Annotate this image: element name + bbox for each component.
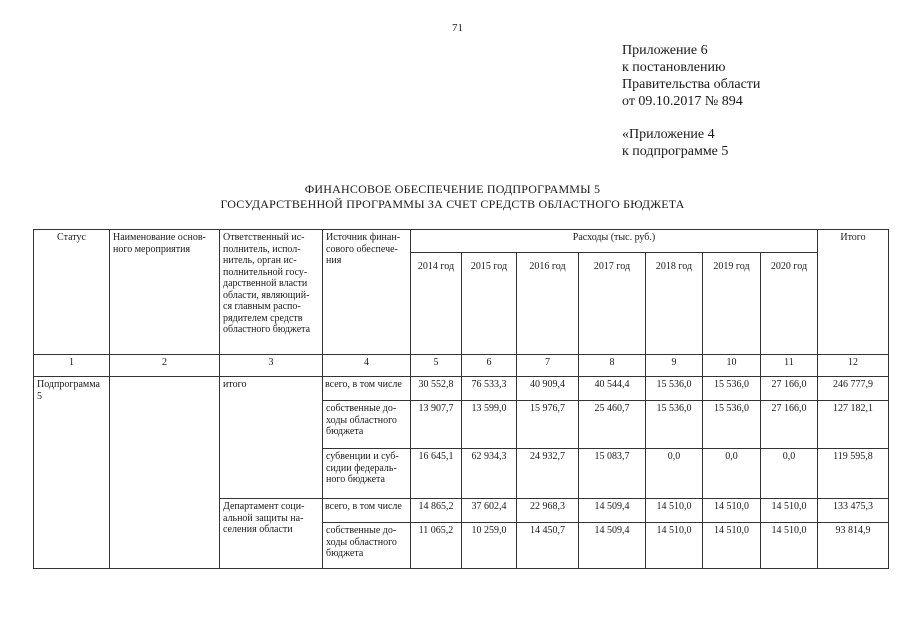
header-activity: Наименование основ- ного мероприятия bbox=[110, 230, 220, 355]
value-cell: 14 510,0 bbox=[646, 499, 703, 523]
value-cell: 40 909,4 bbox=[517, 377, 579, 401]
executor-cell: итого bbox=[220, 377, 323, 499]
value-cell: 14 510,0 bbox=[761, 499, 818, 523]
activity-cell bbox=[110, 377, 220, 569]
appendix-note bbox=[622, 42, 760, 160]
value-cell: 15 536,0 bbox=[703, 401, 761, 449]
value-cell: 14 865,2 bbox=[411, 499, 462, 523]
header-source: Источник финан- сового обеспече- ния bbox=[323, 230, 411, 355]
header-expenses: Расходы (тыс. руб.) bbox=[411, 230, 818, 253]
header-status: Статус bbox=[34, 230, 110, 355]
value-cell: 13 599,0 bbox=[462, 401, 517, 449]
table-row bbox=[34, 377, 889, 401]
value-cell: 14 510,0 bbox=[703, 523, 761, 569]
appendix-line: Правительства области bbox=[622, 77, 761, 92]
source-cell: собственные до- ходы областного бюджета bbox=[323, 401, 411, 449]
column-number: 12 bbox=[818, 355, 889, 377]
value-cell: 13 907,7 bbox=[411, 401, 462, 449]
header-year: 2018 год bbox=[646, 253, 703, 355]
value-cell: 15 536,0 bbox=[646, 401, 703, 449]
source-cell: всего, в том числе bbox=[323, 377, 411, 401]
column-number: 10 bbox=[703, 355, 761, 377]
header-year: 2019 год bbox=[703, 253, 761, 355]
document-title bbox=[0, 182, 905, 212]
value-cell: 14 510,0 bbox=[703, 499, 761, 523]
value-cell: 15 083,7 bbox=[579, 449, 646, 499]
column-number: 3 bbox=[220, 355, 323, 377]
appendix-line: от 09.10.2017 № 894 bbox=[622, 94, 743, 109]
value-cell: 15 536,0 bbox=[646, 377, 703, 401]
appendix-line: «Приложение 4 bbox=[622, 127, 715, 142]
column-number-row bbox=[34, 355, 889, 377]
value-cell: 15 536,0 bbox=[703, 377, 761, 401]
value-cell: 14 510,0 bbox=[646, 523, 703, 569]
value-cell: 0,0 bbox=[703, 449, 761, 499]
value-cell: 0,0 bbox=[646, 449, 703, 499]
total-cell: 133 475,3 bbox=[818, 499, 889, 523]
source-cell: субвенции и суб- сидии федераль- ного бюджета bbox=[323, 449, 411, 499]
source-cell: собственные до- ходы областного бюджета bbox=[323, 523, 411, 569]
value-cell: 62 934,3 bbox=[462, 449, 517, 499]
value-cell: 15 976,7 bbox=[517, 401, 579, 449]
appendix-line: Приложение 6 bbox=[622, 43, 708, 58]
column-number: 1 bbox=[34, 355, 110, 377]
column-number: 9 bbox=[646, 355, 703, 377]
header-total: Итого bbox=[818, 230, 889, 355]
value-cell: 76 533,3 bbox=[462, 377, 517, 401]
title-line-2: ГОСУДАРСТВЕННОЙ ПРОГРАММЫ ЗА СЧЕТ СРЕДСТВ ОБЛАСТНОГО БЮДЖЕТА bbox=[220, 197, 685, 211]
header-year: 2015 год bbox=[462, 253, 517, 355]
value-cell: 30 552,8 bbox=[411, 377, 462, 401]
value-cell: 40 544,4 bbox=[579, 377, 646, 401]
value-cell: 11 065,2 bbox=[411, 523, 462, 569]
header-executor: Ответственный ис- полнитель, испол- нитель, орган ис- полнительной госу- дарственной власти области, являющий- ся главным распо- рядителем средств областного бюджета bbox=[220, 230, 323, 355]
value-cell: 22 968,3 bbox=[517, 499, 579, 523]
value-cell: 24 932,7 bbox=[517, 449, 579, 499]
value-cell: 25 460,7 bbox=[579, 401, 646, 449]
appendix-line: к подпрограмме 5 bbox=[622, 144, 729, 159]
financing-table bbox=[33, 229, 889, 569]
executor-cell: Департамент соци- альной защиты на- селения области bbox=[220, 499, 323, 569]
page-number: 71 bbox=[452, 22, 463, 34]
header-year: 2020 год bbox=[761, 253, 818, 355]
title-line-1: ФИНАНСОВОЕ ОБЕСПЕЧЕНИЕ ПОДПРОГРАММЫ 5 bbox=[304, 182, 601, 196]
value-cell: 16 645,1 bbox=[411, 449, 462, 499]
value-cell: 14 450,7 bbox=[517, 523, 579, 569]
column-number: 2 bbox=[110, 355, 220, 377]
header-year: 2017 год bbox=[579, 253, 646, 355]
value-cell: 27 166,0 bbox=[761, 377, 818, 401]
column-number: 4 bbox=[323, 355, 411, 377]
value-cell: 14 509,4 bbox=[579, 523, 646, 569]
total-cell: 246 777,9 bbox=[818, 377, 889, 401]
column-number: 8 bbox=[579, 355, 646, 377]
source-cell: всего, в том числе bbox=[323, 499, 411, 523]
appendix-line: к постановлению bbox=[622, 60, 726, 75]
value-cell: 0,0 bbox=[761, 449, 818, 499]
header-year: 2014 год bbox=[411, 253, 462, 355]
header-year: 2016 год bbox=[517, 253, 579, 355]
total-cell: 119 595,8 bbox=[818, 449, 889, 499]
value-cell: 14 509,4 bbox=[579, 499, 646, 523]
value-cell: 27 166,0 bbox=[761, 401, 818, 449]
total-cell: 127 182,1 bbox=[818, 401, 889, 449]
column-number: 7 bbox=[517, 355, 579, 377]
value-cell: 14 510,0 bbox=[761, 523, 818, 569]
total-cell: 93 814,9 bbox=[818, 523, 889, 569]
value-cell: 37 602,4 bbox=[462, 499, 517, 523]
value-cell: 10 259,0 bbox=[462, 523, 517, 569]
column-number: 5 bbox=[411, 355, 462, 377]
column-number: 11 bbox=[761, 355, 818, 377]
column-number: 6 bbox=[462, 355, 517, 377]
status-cell: Подпрограмма 5 bbox=[34, 377, 110, 569]
